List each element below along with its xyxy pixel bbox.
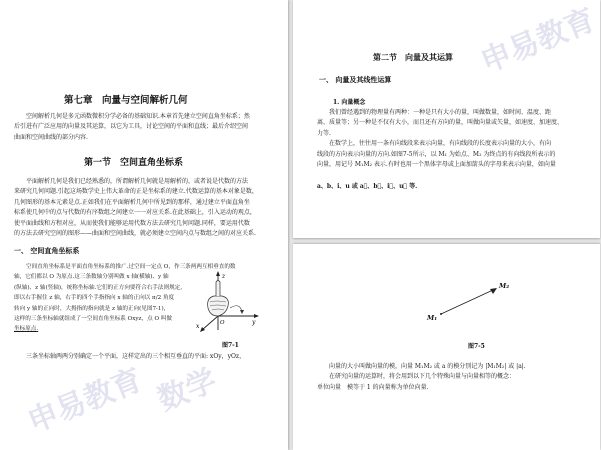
text-line: a、b、i、u 或 a⃗、b⃗、i⃗、u⃗ 等.	[317, 183, 418, 190]
modulus-paragraph	[317, 362, 589, 393]
text-line: 力等.	[317, 129, 331, 137]
coordinate-paragraph	[14, 262, 236, 335]
left-document-page	[0, 0, 288, 450]
x-axis-label: x	[196, 323, 200, 330]
subsection-title: 一、 空间直角坐标系	[14, 246, 80, 255]
text-line: 曲面和空间曲线的部分内容.	[14, 133, 88, 141]
text-line: 单位向量 模等于 1 的向量称为单位向量.	[317, 383, 429, 391]
intro-paragraph	[14, 112, 276, 143]
right-document-page-bottom	[293, 244, 600, 450]
text-line: 来研究几何问题.引起这场数学史上伟大革命的正是坐标系的建立.代数运算的基本对象是数，	[14, 188, 258, 196]
section-paragraph	[14, 177, 276, 239]
y-axis-label: y	[252, 319, 256, 326]
text-line: 轴，它们都以 O 为原点.这三条数轴分别叫做 x 轴(横轴)、y 轴	[14, 274, 169, 281]
section-title: 第二节 向量及其运算	[373, 52, 453, 62]
text-line: 使平面曲线和方程对应，从而使我们能够运用代数方法去研究几何问题.同样，要运用代数	[14, 219, 250, 227]
text-line: 平面解析几何是我们已经熟悉的，所谓解析几何就是用解析的，或者说是代数的方法	[26, 178, 249, 185]
text-line: 向量的大小叫做向量的模，向量 M₁M₂ 或 a 的模分别记为 |M₁M₂| 或 |a|.	[329, 363, 526, 370]
text-line: 这样的三条坐标轴就组成了一空间直角坐标系 Oxyz，点 O 叫做	[14, 316, 173, 323]
section-title: 第一节 空间直角坐标系	[84, 158, 184, 168]
figure-caption: 图7-5	[468, 343, 485, 350]
origin-label: O	[220, 320, 225, 326]
text-line: 即以右手握住 z 轴，右手的四个手指指向 x 轴的正向以 π/2 角度	[14, 295, 175, 302]
text-line: 几何图形的基本元素是点.正如我们在平面解析几何中所见到的那样，通过建立平面直角坐	[14, 198, 250, 206]
text-line: 在数学上，往往用一条有向线段来表示向量，有向线段的长度表示向量的大小，有向	[329, 140, 552, 148]
item-title: 1. 向量概念	[333, 99, 366, 106]
figure-caption: 图7-1	[222, 342, 239, 349]
chapter-title: 第七章 向量与空间解析几何	[64, 95, 188, 106]
text-line: (纵轴)、z 轴(竖轴)，统称坐标轴.它们的正方向要符合右手法则规定，	[14, 284, 186, 291]
text-line: 我们曾经遇到的物理量有两种：一种是只有大小的量，叫做数量，如时间、温度、距	[329, 109, 552, 116]
text-line: 在研究向量的运算时，将会用到以下几个特殊向量与向量相等的概念：	[329, 373, 516, 381]
text-line: 三条坐标轴两两分别确定一个平面，这样定出的三个相互垂直的平面: xOy，yOz，	[26, 353, 246, 360]
text-line: 标系使几何中的点与代数的有序数组之间建立一一对应关系.在此基础上，引入运动的观点，	[14, 209, 256, 217]
z-axis-label: z	[222, 273, 226, 280]
watermark-text: 申易教育	[22, 362, 148, 440]
subsection-title: 一、 向量及其线性运算	[319, 75, 392, 84]
m1-label: M₁	[427, 314, 438, 322]
text-line: 后引进有广泛应用的向量及其运算，以它为工具，讨论空间的平面和直线；最后介绍空间	[14, 123, 249, 131]
text-line: 坐标原点.	[14, 326, 39, 333]
watermark-text: 申易教育	[475, 2, 601, 80]
right-hand-rule-figure	[196, 270, 260, 336]
vector-concept-paragraph	[317, 108, 589, 170]
text-line: 的方法去研究空间的图形——曲面和空间曲线，就必须建立空间内点与数组之间的对应关系.	[14, 230, 256, 238]
text-line: 向量，用记号 M₁M₂ 表示.有时也用一个黑体字母或上面加箭头的字母来表示向量，如向量	[317, 161, 556, 169]
notation-line	[317, 182, 589, 192]
text-line: 离、质量等；另一种是不仅有大小，而且还有方向的量，叫做向量或矢量，如速度、加速度、	[317, 119, 564, 127]
text-line: 线段的方向表示向量的方向.如图7-5所示，以 M₁ 为始点、M₂ 为终点的有向线段所表示的	[317, 150, 556, 158]
watermark-text: 数学	[152, 362, 222, 418]
text-line: 空间解析几何是多元函数微积分学必备的基础知识.本章首先建立空间直角坐标系；然	[26, 113, 250, 120]
text-line: 空间直角坐标系是平面直角坐标系的推广.过空间一定点 O，作三条两两互相垂直的数	[26, 264, 236, 270]
right-document-page-top	[293, 0, 600, 238]
last-paragraph-line	[14, 352, 276, 362]
m2-label: M₂	[499, 282, 510, 290]
vector-figure	[435, 282, 505, 322]
text-line: 转向 y 轴的正向时，大拇指的指向就是 z 轴的正向(见图7-1)，	[14, 305, 170, 312]
